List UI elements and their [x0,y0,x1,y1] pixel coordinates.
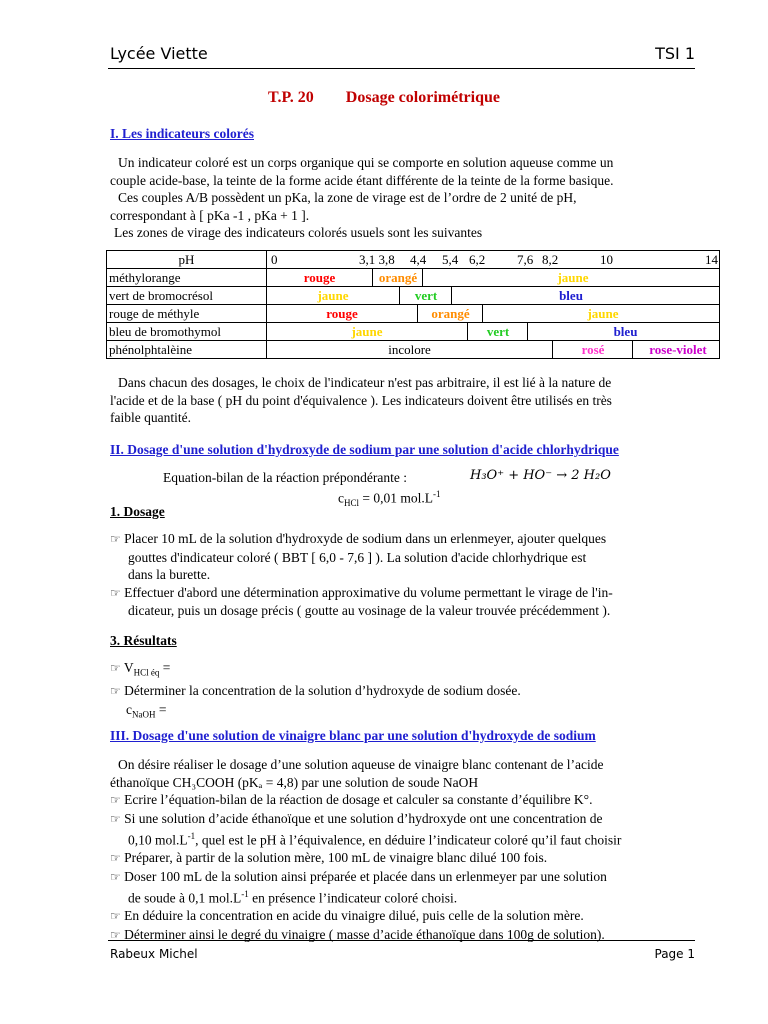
equation-label: Equation-bilan de la réaction prépondérante : [163,470,408,485]
indicator-name: rouge de méthyle [107,305,267,323]
ph-tick: 8,2 [542,252,559,267]
indicator-usage-paragraph: Dans chacun des dosages, le choix de l'indicateur n'est pas arbitraire, il est lié à la nature de l'acide et de la base ( pH du point d'équivalence ). Les indicateurs doivent être utilisés en très faible quantité. [110,375,612,425]
ph-tick: 14 [705,252,718,267]
indicator-table [106,250,720,359]
ph-label: pH [107,251,267,269]
pointing-hand-icon: ☞ [110,684,121,699]
zone-label: rose-violet [632,341,723,358]
subsection-dosage: 1. Dosage [110,504,165,519]
page-title [0,89,768,107]
section-2-heading: II. Dosage d'une solution d'hydroxyde de sodium par une solution d'acide chlorhydrique [110,442,619,457]
zone-label: vert [467,323,528,340]
ph-row [107,251,720,269]
section-1-heading: I. Les indicateurs colorés [110,126,254,141]
section-1-text: Un indicateur coloré est un corps organique qui se comporte en solution aqueuse comme un couple acide-base, la teinte de la forme acide étant différente de la teinte de la forme basique. Ces couples A/B possèdent un pKa, la zone de virage est de l’ordre de 2 unité de pH, correspondant à [ pKa -1 , pKa + 1 ]. Les zones de virage des indicateurs colorés usuels sont les suivantes [110,155,614,240]
ph-tick: 0 [271,252,278,267]
tp-number: T.P. 20 [268,89,314,106]
zone-label: rosé [552,341,633,358]
page-header [110,44,695,66]
dosage-steps: ☞ Placer 10 mL de la solution d'hydroxyde de sodium dans un erlenmeyer, ajouter quelques gouttes d'indicateur coloré ( BBT [ 6,0 - 7,6 ] ). La solution d'acide chlorhydrique est dans la burette. ☞ Effectuer d'abord une détermination approximative du volume permettant le virage de l'in- dicateur, puis un dosage précis ( goutte au vosinage de la valeur trouvée précédemment ). [110,531,613,618]
zone-label: rouge [326,306,358,321]
pointing-hand-icon: ☞ [110,851,121,865]
zone-label: bleu [451,287,690,304]
zone-label: orangé [417,305,483,322]
subsection-results: 3. Résultats [110,633,177,648]
indicator-row [107,269,720,287]
tp-subject: Dosage colorimétrique [345,89,500,106]
ph-tick: 10 [600,252,613,267]
zone-label: jaune [422,269,723,286]
ph-tick: 3,1 3,8 [359,252,395,267]
pointing-hand-icon: ☞ [110,661,121,675]
ph-tick: 7,6 [517,252,534,267]
zone-label: vert [399,287,452,304]
indicator-row [107,305,720,323]
zone-label: incolore [388,342,431,357]
ph-tick: 4,4 [410,252,427,267]
section-3-heading: III. Dosage d'une solution de vinaigre blanc par une solution d'hydroxyde de sodium [110,728,596,743]
indicator-name: vert de bromocrésol [107,287,267,305]
header-rule [108,68,695,69]
section-3-text: On désire réaliser le dosage d’une solution aqueuse de vinaigre blanc contenant de l’acide éthanoïque CH₃COOH (pKₐ = 4,8) par une solution de soude NaOH ☞ Ecrire l’équation-bilan de la réaction de dosage et calculer sa constante d’équilibre K°. ☞ Si une solution d’acide éthanoïque et une solution d’hydroxyde ont une concentration de 0,10 $mol.L^{-1}$, quel est le pH à l’équivalence, en déduire l’indicateur coloré qu’il faut choisir ☞ Préparer, à partir de la solution mère, 100 mL de vinaigre blanc dilué 100 fois. ☞ Doser 100 mL de la solution ainsi préparée et placée dans un erlenmeyer par une solution de soude à 0,1 $mol.L^{-1}$ en présence l’indicateur coloré choisi. ☞ En déduire la concentration en acide du vinaigre dilué, puis celle de la solution mère. ☞ Déterminer ainsi le degré du vinaigre ( masse d’acide éthanoïque dans 100g de solution). [110,757,622,942]
indicator-row [107,323,720,341]
pointing-hand-icon: ☞ [110,927,121,942]
pointing-hand-icon: ☞ [110,869,121,884]
pointing-hand-icon: ☞ [110,585,121,600]
indicator-name: bleu de bromothymol [107,323,267,341]
zone-label: rouge [303,270,336,285]
pointing-hand-icon: ☞ [110,793,121,807]
class-name: TSI 1 [655,44,695,63]
school-name: Lycée Viette [110,44,208,63]
reaction-equation: H₃O⁺ + HO⁻ → 2 H₂O [470,468,611,483]
zone-label: bleu [527,323,723,340]
ph-scale [267,251,720,269]
indicator-name: méthylorange [107,269,267,287]
pointing-hand-icon: ☞ [110,532,121,546]
ph-tick: 6,2 [469,252,486,267]
zone-label: jaune [482,305,723,322]
results-list: ☞ $V_{HCl éq}$ = ☞ Déterminer la concentration de la solution d’hydroxyde de sodium dosée. $c_{NaOH}$ = [110,660,521,720]
zone-label: orangé [372,269,423,286]
indicator-row [107,287,720,305]
zone-label: jaune [317,288,349,303]
author-name: Rabeux Michel [110,947,198,961]
indicator-name: phénolphtalèine [107,341,267,359]
pointing-hand-icon: ☞ [110,909,121,923]
footer-rule [108,940,695,941]
page-number: Page 1 [654,947,695,961]
pointing-hand-icon: ☞ [110,811,121,826]
indicator-row [107,341,720,359]
hcl-concentration: $c_{HCl} = 0,01$ $mol.L^{-1}$ [338,489,441,509]
zone-label: jaune [351,324,383,339]
ph-tick: 5,4 [442,252,459,267]
